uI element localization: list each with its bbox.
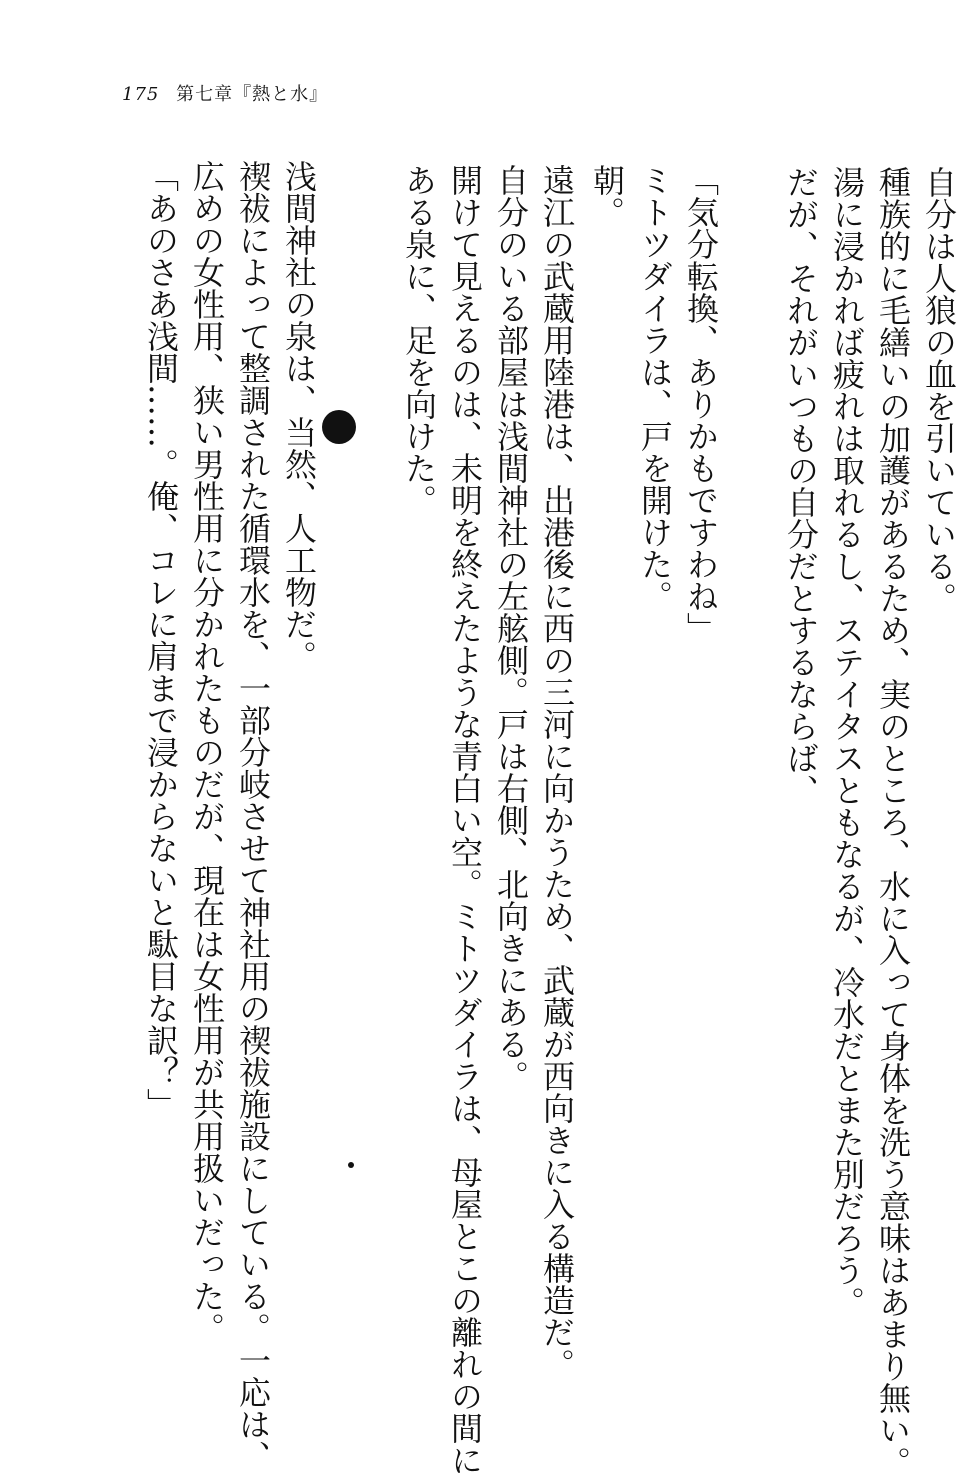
text-line: 自分は人狼の血を引いている。: [920, 166, 958, 614]
running-header: [122, 80, 328, 106]
text-line: 遠江の武蔵用陸港は、出港後に西の三河に向かうため、武蔵が西向きに入る構造だ。: [538, 164, 576, 1380]
section-break-bullet: [322, 410, 356, 444]
text-line: 開けて見えるのは、未明を終えたような青白い空。ミトツダイラは、母屋とこの離れの間に: [446, 164, 484, 1476]
text-line: 朝。: [588, 164, 626, 228]
text-line: 禊祓によって整調された循環水を、一部分岐させて神社用の禊祓施設にしている。一応は、: [234, 160, 272, 1472]
text-line: ミトツダイラは、戸を開けた。: [636, 164, 674, 612]
text-line: 「あのさあ浅間……。俺、コレに肩まで浸からないと駄目な訳？」: [142, 160, 180, 1120]
chapter-title: 第七章『熱と水』: [176, 84, 329, 105]
text-line: 湯に浸かれば疲れは取れるし、ステイタスともなるが、冷水だとまた別だろう。: [828, 166, 866, 1318]
text-line: 「気分転換、ありかもですわね」: [682, 164, 720, 644]
text-line: だが、それがいつもの自分だとするならば、: [782, 166, 820, 806]
text-line: ある泉に、足を向けた。: [400, 164, 438, 516]
paragraph-group-4: [396, 164, 580, 1476]
paragraph-group-3: [584, 164, 630, 1364]
paragraph-group-1: [778, 166, 960, 1478]
paragraph-group-5: [138, 160, 322, 1472]
text-line: 浅間神社の泉は、当然、人工物だ。: [280, 160, 318, 672]
page-number: 175: [122, 84, 160, 105]
text-line: 自分のいる部屋は浅間神社の左舷側。戸は右側、北向きにある。: [492, 164, 530, 1092]
stray-mark: [348, 1162, 354, 1168]
paragraph-group-2: [632, 164, 724, 1364]
text-line: 種族的に毛繕いの加護があるため、実のところ、水に入って身体を洗う意味はあまり無い。: [874, 166, 912, 1478]
text-line: 広めの女性用、狭い男性用に分かれたものだが、現在は女性用が共用扱いだった。: [188, 160, 226, 1344]
